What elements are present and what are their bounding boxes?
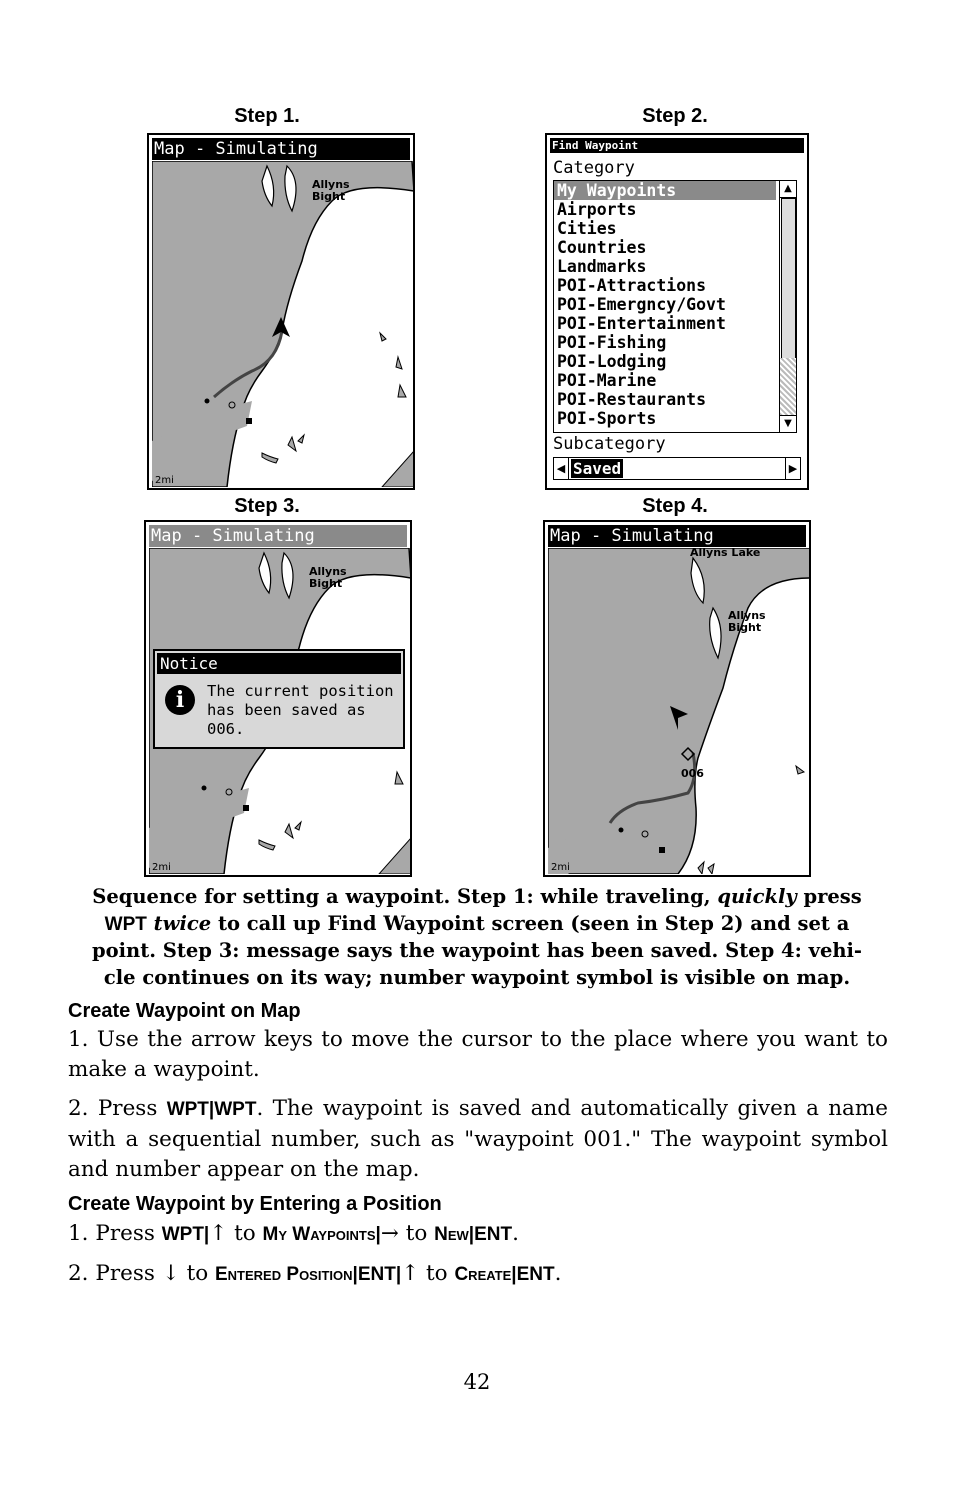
subcategory-value: Saved xyxy=(573,459,622,478)
scale-label: 2mi xyxy=(551,862,570,873)
info-icon: i xyxy=(165,685,195,715)
map-title-bar: Map - Simulating xyxy=(152,138,410,160)
arrow-left-icon[interactable]: ◀ xyxy=(554,458,569,479)
place-top-label: Allyns Lake xyxy=(690,548,761,559)
place-label-line2: Bight xyxy=(312,190,346,203)
step-3-label: Step 3. xyxy=(234,495,300,517)
step-3-screen xyxy=(144,520,412,877)
paragraph-1: 1. Use the arrow keys to move the cursor to the place where you want to make a waypoint. xyxy=(68,1027,888,1082)
map-title-bar: Map - Simulating xyxy=(548,525,806,547)
scale-label: 2mi xyxy=(155,475,174,486)
list-item[interactable]: Cities xyxy=(557,219,617,238)
svg-text:Bight: Bight xyxy=(309,577,343,590)
subcategory-label: Subcategory xyxy=(553,434,666,454)
place-label-line1: Allyns xyxy=(312,178,350,191)
svg-text:Allyns: Allyns xyxy=(309,565,347,578)
right-arrow-icon: → xyxy=(380,1221,399,1246)
instruction-1: 1. Press WPT|↑ to My Waypoints|→ to New|ENT. xyxy=(68,1221,519,1246)
section-heading-position: Create Waypoint by Entering a Position xyxy=(68,1193,442,1215)
list-item[interactable]: POI-Emergncy/Govt xyxy=(557,295,726,314)
step-4-label: Step 4. xyxy=(642,495,708,517)
scroll-down-icon[interactable]: ▼ xyxy=(780,415,796,432)
map-view xyxy=(152,161,414,487)
list-item[interactable]: POI-Fishing xyxy=(557,333,667,352)
scroll-up-icon[interactable]: ▲ xyxy=(780,181,796,198)
subcategory-select[interactable] xyxy=(553,457,801,480)
step-2-label: Step 2. xyxy=(642,105,708,127)
list-item[interactable]: POI-Attractions xyxy=(557,276,707,295)
category-label: Category xyxy=(553,158,635,178)
section-heading-map: Create Waypoint on Map xyxy=(68,1000,301,1022)
map-view xyxy=(548,548,810,874)
step-1-label: Step 1. xyxy=(234,105,300,127)
step-2-screen xyxy=(545,133,809,490)
find-waypoint-title: Find Waypoint xyxy=(550,138,804,153)
page-number: 42 xyxy=(463,1370,491,1394)
step-1-screen xyxy=(147,133,415,490)
list-item[interactable]: POI-Restaurants xyxy=(557,390,707,409)
list-item[interactable]: Landmarks xyxy=(557,257,647,276)
figure-caption: Sequence for setting a waypoint. Step 1: while traveling, quickly press WPT twice to call up Find Waypoint screen (seen in Step 2) and set a point. Step 3: message says the waypoint has been saved. Step 4: vehi- cle continues on its way; number waypoint symbol is visible on map. xyxy=(91,885,863,989)
list-item[interactable]: POI-Sports xyxy=(557,409,657,428)
map-title-bar: Map - Simulating xyxy=(149,525,407,547)
instruction-2: 2. Press ↓ to Entered Position|ENT|↑ to Create|ENT. xyxy=(68,1261,562,1286)
list-item[interactable]: Airports xyxy=(557,200,637,219)
arrow-right-icon[interactable]: ▶ xyxy=(785,458,800,479)
list-item[interactable]: POI-Marine xyxy=(557,371,657,390)
notice-dialog xyxy=(153,649,405,749)
svg-text:Bight: Bight xyxy=(728,621,762,634)
list-item[interactable]: My Waypoints xyxy=(554,181,776,200)
up-arrow-icon: ↑ xyxy=(401,1261,420,1286)
down-arrow-icon: ↓ xyxy=(161,1261,180,1286)
up-arrow-icon: ↑ xyxy=(209,1221,228,1246)
notice-message: The current position has been saved as 006. xyxy=(207,682,394,738)
list-item[interactable]: Countries xyxy=(557,238,647,257)
list-item[interactable]: POI-Lodging xyxy=(557,352,667,371)
waypoint-label: 006 xyxy=(681,767,704,780)
scroll-thumb[interactable] xyxy=(781,198,796,360)
notice-title: Notice xyxy=(157,653,401,674)
list-item[interactable]: POI-Entertainment xyxy=(557,314,726,333)
paragraph-2: 2. Press WPT|WPT. The waypoint is saved and automatically given a name with a sequential number, such as "waypoint 001." The waypoint symbol and number appear on the map. xyxy=(68,1096,888,1182)
list-scrollbar[interactable] xyxy=(779,181,796,432)
scale-label: 2mi xyxy=(152,862,171,873)
category-list[interactable] xyxy=(553,180,797,433)
step-4-screen xyxy=(543,520,811,877)
svg-text:Allyns: Allyns xyxy=(728,609,766,622)
